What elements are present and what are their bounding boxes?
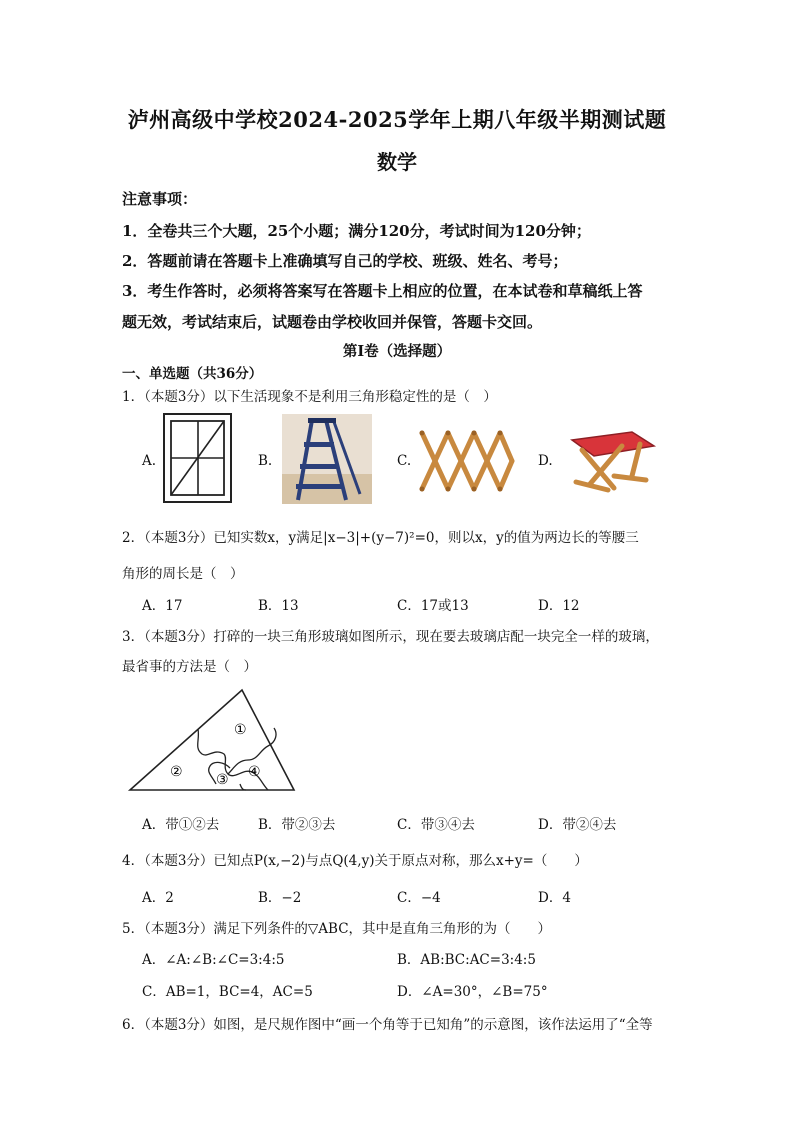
q4-option-a: A．2 [142,890,174,906]
notice-item-2: 2．答题前请在答题卡上准确填写自己的学校、班级、姓名、考号； [122,252,568,270]
q4-option-d: D．4 [538,890,571,906]
part-title: 第Ⅰ卷（选择题） [342,343,452,360]
piece-2-label: ② [170,764,183,780]
q1-stem: 1．（本题3分）以下生活现象不是利用三角形稳定性的是（ ） [122,389,497,405]
window-frame-image [163,413,233,505]
q2-option-c: C．17或13 [397,598,469,614]
q4-option-b: B．−2 [258,890,302,906]
piece-4-label: ④ [248,764,261,780]
broken-glass-triangle-diagram [128,688,298,794]
subject-title: 数学 [377,150,417,174]
q4-option-c: C．−4 [397,890,441,906]
piece-1-label: ① [234,722,247,738]
folding-rack-image [418,425,516,497]
q1-option-a-label: A. [142,453,157,469]
q5-option-c: C．AB=1，BC=4，AC=5 [142,984,313,1000]
q5-option-a: A．∠A:∠B:∠C=3:4:5 [142,952,285,968]
piece-3-label: ③ [216,772,229,788]
step-ladder-image [282,414,372,504]
q3-stem-line2: 最省事的方法是（ ） [122,659,257,675]
section-title: 一、单选题（共36分） [122,366,263,382]
notice-heading: 注意事项： [122,190,198,208]
page-title: 泸州高级中学校2024-2025学年上期八年级半期测试题 [127,107,667,132]
q6-stem: 6．（本题3分）如图，是尺规作图中“画一个角等于已知角”的示意图，该作法运用了“全等 [122,1017,653,1033]
folding-stool-image [562,426,658,496]
q4-stem: 4．（本题3分）已知点P(x,−2)与点Q(4,y)关于原点对称，那么x+y=（ ） [122,853,588,869]
q2-option-d: D．12 [538,598,580,614]
notice-item-3: 3．考生作答时，必须将答案写在答题卡上相应的位置，在本试卷和草稿纸上答 [122,282,643,300]
q2-stem-line2: 角形的周长是（ ） [122,566,244,582]
notice-item-3-cont: 题无效，考试结束后，试题卷由学校收回并保管，答题卡交回。 [122,313,543,331]
q3-option-a: A．带①②去 [142,817,220,833]
q5-stem: 5．（本题3分）满足下列条件的▽ABC，其中是直角三角形的为（ ） [122,921,552,937]
q5-option-b: B．AB:BC:AC=3:4:5 [397,952,536,968]
q2-option-a: A．17 [142,598,183,614]
q2-option-b: B．13 [258,598,299,614]
q2-stem-line1: 2．（本题3分）已知实数x，y满足|x−3|+(y−7)²=0，则以x，y的值为两边长的等腰三 [122,530,639,546]
q1-option-b-label: B. [258,453,273,469]
q3-option-d: D．带②④去 [538,817,617,833]
q3-option-b: B．带②③去 [258,817,336,833]
q3-option-c: C．带③④去 [397,817,475,833]
notice-item-1: 1．全卷共三个大题，25个小题；满分120分，考试时间为120分钟； [122,222,591,240]
q1-option-d-label: D. [538,453,553,469]
q5-option-d: D．∠A=30°，∠B=75° [397,984,548,1000]
q1-option-c-label: C. [397,453,412,469]
q3-stem-line1: 3．（本题3分）打碎的一块三角形玻璃如图所示，现在要去玻璃店配一块完全一样的玻璃， [122,629,659,645]
